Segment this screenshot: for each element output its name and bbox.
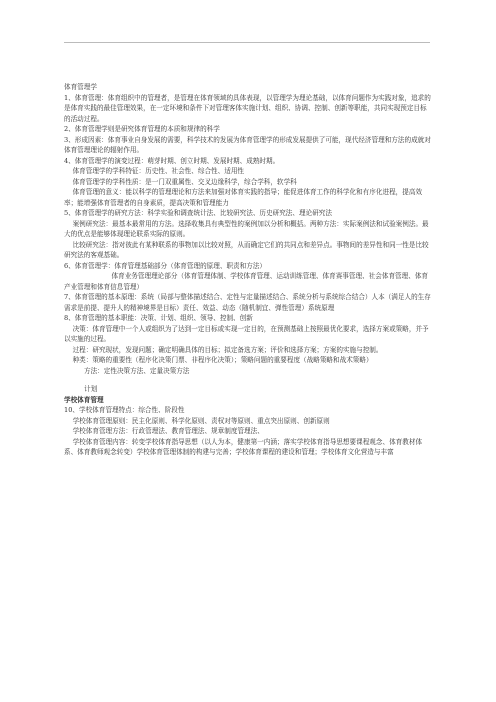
paragraph-4: 4、体育管理学的演变过程：萌芽时期、创立时期、发展时期、成熟时期。 — [64, 156, 280, 165]
paragraph-5a: 案例研究法：最基本最常用的方法。选择收集具有典型性的案例加以分析和概括。两种方法：实际案例法和试验案例法。最大的优点是能够体现理论联系实际的原则。 — [64, 219, 429, 238]
paragraph-6a: 体育业务管理理论部分（体育管理体制、学校体育管理、运动训练管理、体育赛事管理、社会体育管理、体育产业管理和体育信息管理） — [64, 272, 429, 291]
paragraph-10c: 学校体育管理内容：转变学校体育指导思想（以人为本，健康第一内涵；落实学校体育指导思想要课程观念、体育教材体系、体育教师观念转变）学校体育管理体制的构建与完善；学校体育课程的建设和管理；学校体育文化营造与丰富 — [64, 437, 423, 456]
paragraph-3: 3、形成因素：体育事业自身发展的需要，科学技术的发展为体育管理学的形成发展提供了可能，现代经济管理和方法的成就对体育管理理论的辐射作用。 — [64, 135, 431, 154]
document-title: 体育管理学 — [64, 83, 97, 91]
paragraph-10a: 学校体育管理原则：民主化原则、科学化原则、责权对等原则、重点突出原则、创新原则 — [72, 416, 330, 425]
paragraph-4a: 体育管理学的学科特征：历史性、社会性、综合性、适用性 — [72, 167, 245, 175]
paragraph-8a: 决策：体育管理中一个人或组织为了达到一定目标或实现一定目的，在预测基础上按照最优化要求，选择方案或策略，并予以实施的过程。 — [64, 324, 429, 343]
paragraph-2: 2、体育管理学则是研究体育管理的本质和规律的科学 — [64, 125, 220, 133]
paragraph-4c: 体育管理的意义：能以科学的管理理论和方法来加强对体育实践的指导；能促进体育工作的科学化和有序化进程，提高效率；能增强体育管理者的自身素质，提高决策和管理能力 — [64, 188, 423, 207]
spacer — [64, 376, 432, 384]
paragraph-8c: 种类：策略的重要性（程序化决策门票、非程序化决策）；策略问题的重要程度（战略策略和战术策略） — [72, 356, 373, 364]
paragraph-1: 1、体育管理：体育组织中的管理者，是管理在体育领域的具体表现，以管理学为理论基础，以体育问题作为实践对象，追求的是体育实践的最佳管理效果，在一定环境和条件下对管理客体实施计划、组织、协调、控制、创新等职能，共同实现预定目标的活动过程。 — [64, 93, 431, 123]
paragraph-10b: 学校体育管理方法：行政管理法、教育管理法、规章制度管理法、 — [72, 427, 264, 435]
paragraph-5b: 比较研究法：指对彼此有某种联系的事物加以比较对照，从而确定它们的共同点和差异点。事物间的差异性和同一性是比较研究法的客观基础。 — [64, 240, 429, 259]
section-heading: 学校体育管理 — [64, 395, 104, 404]
paragraph-7: 7、体育管理的基本原理：系统（局部与整体描述结合、定性与定量描述结合、系统分析与系统综合结合）人本（满足人的生存需求是前提、提升人的精神境界是目标）责任、效益、动态（随机制宜、弹性管理）系统原理 — [64, 293, 431, 312]
paragraph-8d: 方法：定性决策方法、定量决策方法 — [84, 366, 190, 375]
paragraph-4b: 体育管理学的学科性质：是一门双重属性、交叉边缘科学，综合学科，软学科 — [72, 177, 297, 186]
paragraph-8b: 过程：研究现状，发现问题；确定明确具体的目标；拟定备选方案；评价和选择方案；方案的实施与控制。 — [72, 345, 383, 354]
header-rule — [64, 42, 430, 43]
paragraph-6: 6、体育管理学：体育管理基础部分（体育管理的原理、职责和方法） — [64, 261, 267, 270]
section-plan: 计划 — [84, 385, 98, 393]
paragraph-5: 5、体育管理学的研究方法：科学实验和调查统计法、比较研究法、历史研究法、理论研究法 — [64, 209, 332, 217]
paragraph-10: 10、学校体育管理特点：综合性、阶段性 — [64, 406, 185, 414]
document-body — [64, 82, 432, 458]
paragraph-8: 8、体育管理的基本职能：决策、计划、组织、领导、控制、创新 — [64, 314, 253, 322]
